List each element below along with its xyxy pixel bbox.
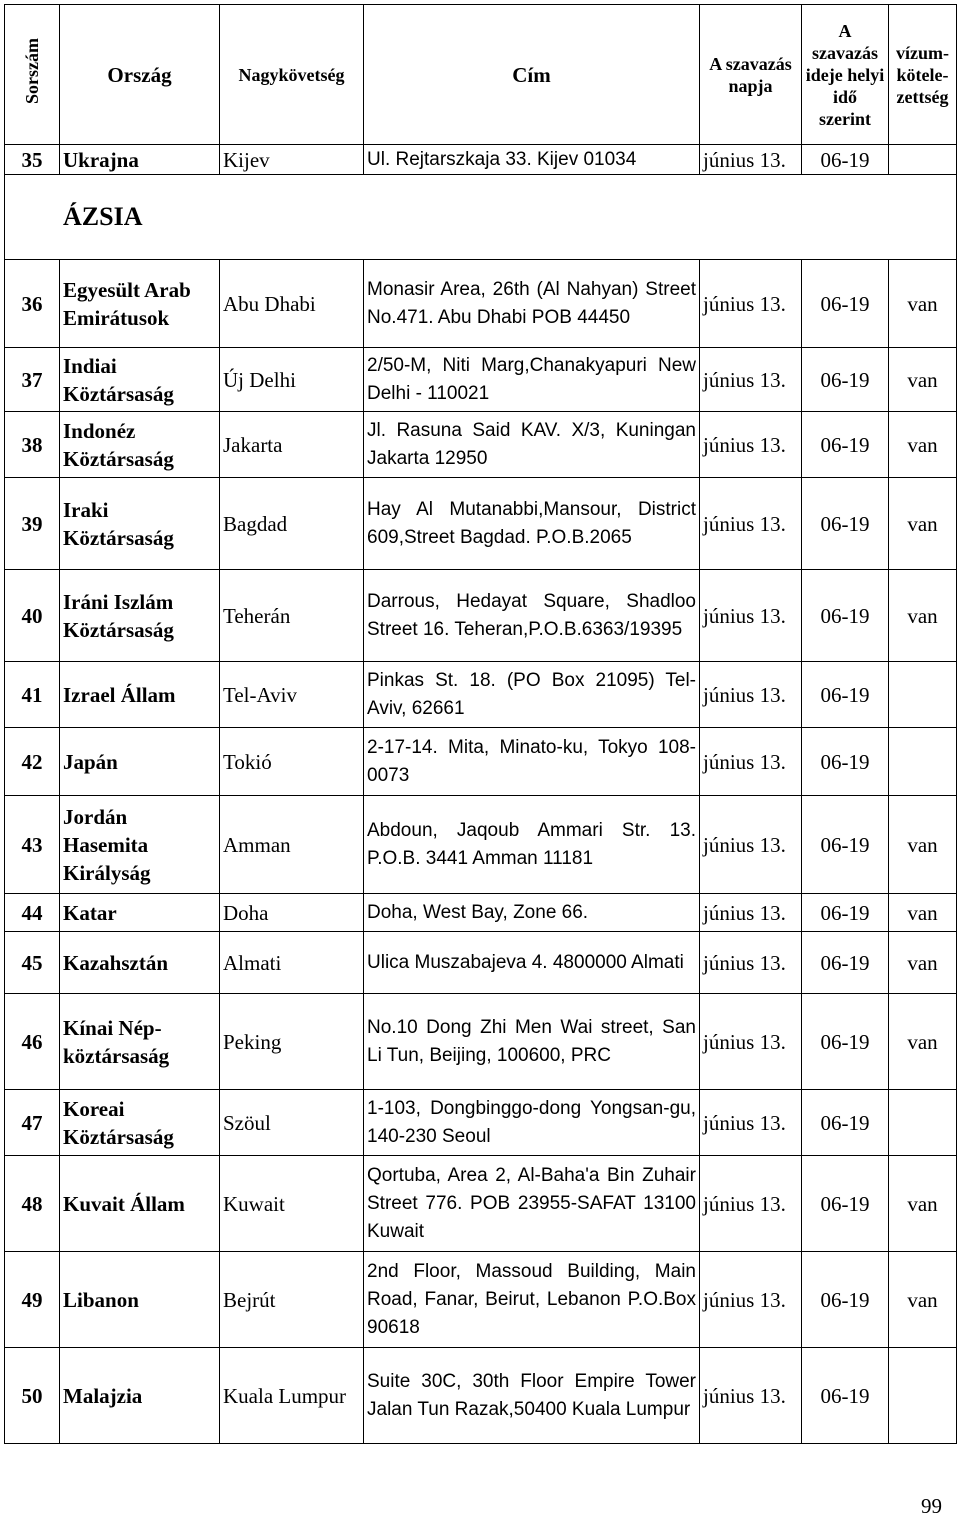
row-time: 06-19 bbox=[802, 1348, 889, 1444]
row-country: Iráni Iszlám Köztársaság bbox=[60, 570, 220, 662]
row-country: Izrael Állam bbox=[60, 662, 220, 728]
table-row bbox=[5, 1090, 957, 1156]
row-visa: van bbox=[889, 796, 957, 894]
row-time: 06-19 bbox=[802, 728, 889, 796]
row-embassy: Jakarta bbox=[220, 412, 364, 478]
row-num: 36 bbox=[5, 260, 60, 348]
row-embassy: Kuwait bbox=[220, 1156, 364, 1252]
row-country: Egyesült Arab Emirátusok bbox=[60, 260, 220, 348]
row-num: 43 bbox=[5, 796, 60, 894]
row-num: 49 bbox=[5, 1252, 60, 1348]
row-address: 2-17-14. Mita, Minato-ku, Tokyo 108-0073 bbox=[364, 728, 700, 796]
row-num: 44 bbox=[5, 894, 60, 932]
row-address: Hay Al Mutanabbi,Mansour, District 609,Street Bagdad. P.O.B.2065 bbox=[364, 478, 700, 570]
row-date: június 13. bbox=[700, 348, 802, 412]
row-country: Indonéz Köztársaság bbox=[60, 412, 220, 478]
row-embassy: Amman bbox=[220, 796, 364, 894]
row-date: június 13. bbox=[700, 145, 802, 175]
row-address: Suite 30C, 30th Floor Empire Tower Jalan Tun Razak,50400 Kuala Lumpur bbox=[364, 1348, 700, 1444]
row-date: június 13. bbox=[700, 932, 802, 994]
table-row bbox=[5, 1348, 957, 1444]
row-date: június 13. bbox=[700, 412, 802, 478]
row-num: 35 bbox=[5, 145, 60, 175]
row-time: 06-19 bbox=[802, 478, 889, 570]
row-date: június 13. bbox=[700, 728, 802, 796]
header-country: Ország bbox=[60, 5, 220, 145]
row-date: június 13. bbox=[700, 796, 802, 894]
row-num: 47 bbox=[5, 1090, 60, 1156]
row-num: 40 bbox=[5, 570, 60, 662]
row-embassy: Tokió bbox=[220, 728, 364, 796]
row-visa: van bbox=[889, 894, 957, 932]
row-visa bbox=[889, 1348, 957, 1444]
row-visa: van bbox=[889, 1156, 957, 1252]
row-country: Indiai Köztársaság bbox=[60, 348, 220, 412]
row-embassy: Abu Dhabi bbox=[220, 260, 364, 348]
row-visa: van bbox=[889, 570, 957, 662]
table-row bbox=[5, 478, 957, 570]
row-visa: van bbox=[889, 260, 957, 348]
table-row bbox=[5, 994, 957, 1090]
row-time: 06-19 bbox=[802, 1252, 889, 1348]
row-date: június 13. bbox=[700, 894, 802, 932]
table-row bbox=[5, 145, 957, 175]
row-num: 46 bbox=[5, 994, 60, 1090]
row-date: június 13. bbox=[700, 1348, 802, 1444]
row-country: Kínai Nép-köztársaság bbox=[60, 994, 220, 1090]
row-visa bbox=[889, 145, 957, 175]
row-country: Kazahsztán bbox=[60, 932, 220, 994]
table-row bbox=[5, 796, 957, 894]
row-visa bbox=[889, 1090, 957, 1156]
embassy-table bbox=[4, 4, 957, 1444]
row-time: 06-19 bbox=[802, 260, 889, 348]
row-address: No.10 Dong Zhi Men Wai street, San Li Tun, Beijing, 100600, PRC bbox=[364, 994, 700, 1090]
row-date: június 13. bbox=[700, 478, 802, 570]
row-country: Japán bbox=[60, 728, 220, 796]
row-time: 06-19 bbox=[802, 412, 889, 478]
row-num: 41 bbox=[5, 662, 60, 728]
row-visa bbox=[889, 728, 957, 796]
table-row bbox=[5, 662, 957, 728]
section-title: ÁZSIA bbox=[5, 175, 957, 260]
row-country: Iraki Köztársaság bbox=[60, 478, 220, 570]
row-date: június 13. bbox=[700, 1090, 802, 1156]
row-time: 06-19 bbox=[802, 894, 889, 932]
row-num: 37 bbox=[5, 348, 60, 412]
table-row bbox=[5, 412, 957, 478]
row-embassy: Kuala Lumpur bbox=[220, 1348, 364, 1444]
row-visa: van bbox=[889, 932, 957, 994]
row-num: 38 bbox=[5, 412, 60, 478]
row-num: 48 bbox=[5, 1156, 60, 1252]
row-embassy: Tel-Aviv bbox=[220, 662, 364, 728]
table-row bbox=[5, 260, 957, 348]
row-time: 06-19 bbox=[802, 662, 889, 728]
row-address: 2nd Floor, Massoud Building, Main Road, Fanar, Beirut, Lebanon P.O.Box 90618 bbox=[364, 1252, 700, 1348]
row-embassy: Almati bbox=[220, 932, 364, 994]
row-visa bbox=[889, 662, 957, 728]
row-embassy: Új Delhi bbox=[220, 348, 364, 412]
row-country: Katar bbox=[60, 894, 220, 932]
row-embassy: Peking bbox=[220, 994, 364, 1090]
row-visa: van bbox=[889, 478, 957, 570]
row-embassy: Teherán bbox=[220, 570, 364, 662]
row-time: 06-19 bbox=[802, 570, 889, 662]
row-visa: van bbox=[889, 348, 957, 412]
row-country: Koreai Köztársaság bbox=[60, 1090, 220, 1156]
row-country: Libanon bbox=[60, 1252, 220, 1348]
header-date: A szavazás napja bbox=[700, 5, 802, 145]
row-embassy: Bagdad bbox=[220, 478, 364, 570]
row-date: június 13. bbox=[700, 260, 802, 348]
row-date: június 13. bbox=[700, 662, 802, 728]
row-num: 50 bbox=[5, 1348, 60, 1444]
header-address: Cím bbox=[364, 5, 700, 145]
row-address: 1-103, Dongbinggo-dong Yongsan-gu, 140-230 Seoul bbox=[364, 1090, 700, 1156]
row-time: 06-19 bbox=[802, 796, 889, 894]
row-time: 06-19 bbox=[802, 145, 889, 175]
row-country: Kuvait Állam bbox=[60, 1156, 220, 1252]
row-address: 2/50-M, Niti Marg,Chanakyapuri New Delhi - 110021 bbox=[364, 348, 700, 412]
row-embassy: Doha bbox=[220, 894, 364, 932]
row-embassy: Kijev bbox=[220, 145, 364, 175]
row-time: 06-19 bbox=[802, 1090, 889, 1156]
table-row bbox=[5, 1252, 957, 1348]
table-row bbox=[5, 728, 957, 796]
row-date: június 13. bbox=[700, 570, 802, 662]
row-num: 42 bbox=[5, 728, 60, 796]
row-address: Doha, West Bay, Zone 66. bbox=[364, 894, 700, 932]
row-address: Pinkas St. 18. (PO Box 21095) Tel-Aviv, 62661 bbox=[364, 662, 700, 728]
row-address: Monasir Area, 26th (Al Nahyan) Street No.471. Abu Dhabi POB 44450 bbox=[364, 260, 700, 348]
header-num: Sorszám bbox=[5, 5, 60, 145]
row-visa: van bbox=[889, 1252, 957, 1348]
row-address: Ul. Rejtarszkaja 33. Kijev 01034 bbox=[364, 145, 700, 175]
row-date: június 13. bbox=[700, 1156, 802, 1252]
row-time: 06-19 bbox=[802, 932, 889, 994]
row-address: Ulica Muszabajeva 4. 4800000 Almati bbox=[364, 932, 700, 994]
header-embassy: Nagykövetség bbox=[220, 5, 364, 145]
row-address: Darrous, Hedayat Square, Shadloo Street 16. Teheran,P.O.B.6363/19395 bbox=[364, 570, 700, 662]
table-row bbox=[5, 932, 957, 994]
row-visa: van bbox=[889, 994, 957, 1090]
row-country: Jordán Hasemita Királyság bbox=[60, 796, 220, 894]
table-row bbox=[5, 348, 957, 412]
header-local-time: A szavazás ideje helyi idő szerint bbox=[802, 5, 889, 145]
table-row bbox=[5, 894, 957, 932]
row-time: 06-19 bbox=[802, 348, 889, 412]
header-row bbox=[5, 5, 957, 145]
section-row bbox=[5, 175, 957, 260]
row-embassy: Szöul bbox=[220, 1090, 364, 1156]
row-num: 45 bbox=[5, 932, 60, 994]
row-visa: van bbox=[889, 412, 957, 478]
table-row bbox=[5, 1156, 957, 1252]
row-address: Abdoun, Jaqoub Ammari Str. 13. P.O.B. 3441 Amman 11181 bbox=[364, 796, 700, 894]
row-time: 06-19 bbox=[802, 1156, 889, 1252]
page-number: 99 bbox=[921, 1494, 942, 1518]
row-date: június 13. bbox=[700, 994, 802, 1090]
row-address: Qortuba, Area 2, Al-Baha'a Bin Zuhair Street 776. POB 23955-SAFAT 13100 Kuwait bbox=[364, 1156, 700, 1252]
row-time: 06-19 bbox=[802, 994, 889, 1090]
table-row bbox=[5, 570, 957, 662]
row-num: 39 bbox=[5, 478, 60, 570]
row-date: június 13. bbox=[700, 1252, 802, 1348]
row-address: Jl. Rasuna Said KAV. X/3, Kuningan Jakarta 12950 bbox=[364, 412, 700, 478]
header-visa: vízum-kötele-zettség bbox=[889, 5, 957, 145]
row-country: Malajzia bbox=[60, 1348, 220, 1444]
row-embassy: Bejrút bbox=[220, 1252, 364, 1348]
row-country: Ukrajna bbox=[60, 145, 220, 175]
